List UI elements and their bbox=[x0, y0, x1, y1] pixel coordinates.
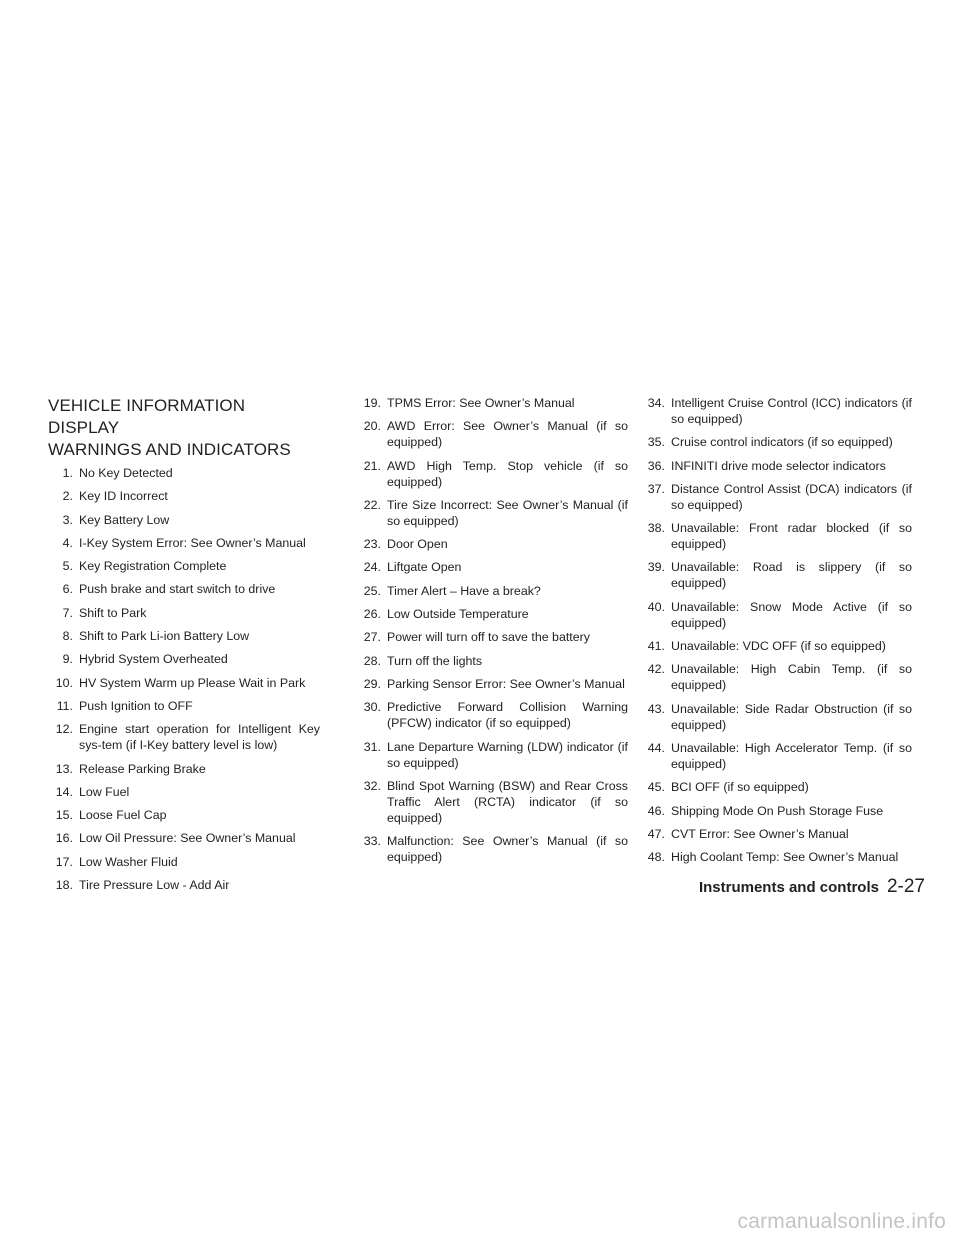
item-number: 3. bbox=[62, 512, 73, 527]
item-number: 13. bbox=[55, 761, 73, 776]
item-number: 43. bbox=[647, 701, 665, 716]
item-text: Unavailable: Side Radar Obstruction (if so equipped) bbox=[671, 701, 912, 732]
list-item bbox=[356, 699, 628, 731]
list-item bbox=[640, 661, 912, 693]
page-number: 2-27 bbox=[886, 876, 925, 897]
item-text: Predictive Forward Collision Warning (PFCW) indicator (if so equipped) bbox=[387, 700, 628, 731]
item-text: Loose Fuel Cap bbox=[79, 808, 167, 823]
item-text: Blind Spot Warning (BSW) and Rear Cross Traffic Alert (RCTA) indicator (if so equipped) bbox=[387, 778, 628, 825]
list-item bbox=[48, 535, 320, 551]
item-text: Low Washer Fluid bbox=[79, 854, 178, 869]
item-text: Tire Size Incorrect: See Owner’s Manual (if so equipped) bbox=[387, 497, 628, 528]
item-number: 5. bbox=[62, 559, 73, 574]
item-text: Shipping Mode On Push Storage Fuse bbox=[671, 803, 884, 818]
item-text: No Key Detected bbox=[79, 466, 173, 480]
item-number: 25. bbox=[363, 583, 381, 598]
item-number: 7. bbox=[62, 605, 73, 620]
item-number: 8. bbox=[62, 629, 73, 644]
item-text: Hybrid System Overheated bbox=[79, 652, 228, 667]
list-item bbox=[356, 629, 628, 645]
list-item bbox=[640, 701, 912, 733]
item-text: Door Open bbox=[387, 537, 448, 552]
item-text: Unavailable: High Cabin Temp. (if so equipped) bbox=[671, 662, 912, 693]
item-number: 9. bbox=[62, 652, 73, 667]
item-text: Push brake and start switch to drive bbox=[79, 582, 276, 597]
item-text: Liftgate Open bbox=[387, 560, 462, 575]
list-item bbox=[48, 830, 320, 846]
item-text: Tire Pressure Low - Add Air bbox=[79, 878, 230, 893]
item-number: 30. bbox=[363, 700, 381, 715]
list-item bbox=[640, 458, 912, 474]
item-number: 27. bbox=[363, 630, 381, 645]
item-text: Intelligent Cruise Control (ICC) indicators (if so equipped) bbox=[671, 396, 912, 426]
item-text: Shift to Park bbox=[79, 605, 147, 620]
list-item bbox=[48, 512, 320, 528]
item-text: Power will turn off to save the battery bbox=[387, 630, 590, 645]
list-item bbox=[640, 740, 912, 772]
item-text: Unavailable: Front radar blocked (if so equipped) bbox=[671, 521, 912, 552]
item-number: 6. bbox=[62, 582, 73, 597]
list-item bbox=[640, 638, 912, 654]
item-text: Cruise control indicators (if so equipped) bbox=[671, 435, 893, 450]
item-text: Unavailable: High Accelerator Temp. (if so equipped) bbox=[671, 740, 912, 771]
item-number: 15. bbox=[55, 808, 73, 823]
list-item bbox=[48, 784, 320, 800]
list-item bbox=[640, 849, 912, 865]
item-text: Key Registration Complete bbox=[79, 559, 227, 574]
item-number: 26. bbox=[363, 607, 381, 622]
item-text: Engine start operation for Intelligent Key sys-tem (if I-Key battery level is low) bbox=[79, 722, 320, 753]
item-number: 29. bbox=[363, 676, 381, 691]
item-text: Parking Sensor Error: See Owner’s Manual bbox=[387, 676, 625, 691]
item-number: 45. bbox=[647, 780, 665, 795]
list-item bbox=[640, 520, 912, 552]
item-number: 37. bbox=[647, 481, 665, 496]
watermark: carmanualsonline.info bbox=[737, 1210, 946, 1233]
item-number: 18. bbox=[55, 878, 73, 893]
item-number: 32. bbox=[363, 778, 381, 793]
item-text: CVT Error: See Owner’s Manual bbox=[671, 826, 849, 841]
item-number: 12. bbox=[55, 722, 73, 737]
list-item bbox=[356, 536, 628, 552]
list-item bbox=[356, 778, 628, 826]
item-text: Distance Control Assist (DCA) indicators (if so equipped) bbox=[671, 481, 912, 512]
item-number: 33. bbox=[363, 834, 381, 849]
item-text: Unavailable: Snow Mode Active (if so equipped) bbox=[671, 599, 912, 630]
section-title-line-2: WARNINGS AND INDICATORS bbox=[48, 440, 291, 459]
list-item bbox=[356, 606, 628, 622]
list-item bbox=[640, 481, 912, 513]
item-number: 23. bbox=[363, 537, 381, 552]
item-number: 10. bbox=[55, 675, 73, 690]
item-text: Unavailable: VDC OFF (if so equipped) bbox=[671, 639, 886, 654]
item-number: 40. bbox=[647, 599, 665, 614]
item-text: INFINITI drive mode selector indicators bbox=[671, 458, 886, 473]
warning-list-3 bbox=[640, 395, 912, 865]
item-number: 36. bbox=[647, 458, 665, 473]
item-number: 48. bbox=[647, 850, 665, 865]
list-item bbox=[356, 583, 628, 599]
item-text: HV System Warm up Please Wait in Park bbox=[79, 675, 306, 690]
list-item bbox=[48, 675, 320, 691]
list-item bbox=[640, 559, 912, 591]
warning-list-1 bbox=[48, 465, 320, 893]
item-text: Timer Alert – Have a break? bbox=[387, 583, 541, 598]
list-item bbox=[48, 761, 320, 777]
section-title-line-1: VEHICLE INFORMATION DISPLAY bbox=[48, 396, 246, 437]
list-item bbox=[48, 488, 320, 504]
item-number: 4. bbox=[62, 535, 73, 550]
column-2 bbox=[356, 395, 628, 872]
item-number: 20. bbox=[363, 419, 381, 434]
item-number: 42. bbox=[647, 662, 665, 677]
item-number: 34. bbox=[647, 396, 665, 410]
item-number: 47. bbox=[647, 826, 665, 841]
item-text: Key Battery Low bbox=[79, 512, 170, 527]
list-item bbox=[356, 739, 628, 771]
list-item bbox=[356, 653, 628, 669]
list-item bbox=[640, 779, 912, 795]
item-number: 19. bbox=[363, 396, 381, 410]
item-text: BCI OFF (if so equipped) bbox=[671, 780, 809, 795]
list-item bbox=[640, 395, 912, 427]
list-item bbox=[356, 458, 628, 490]
list-item bbox=[48, 581, 320, 597]
list-item bbox=[48, 628, 320, 644]
item-number: 39. bbox=[647, 560, 665, 575]
warning-list-2 bbox=[356, 395, 628, 865]
item-text: Push Ignition to OFF bbox=[79, 698, 193, 713]
item-number: 31. bbox=[363, 739, 381, 754]
item-number: 44. bbox=[647, 740, 665, 755]
footer-section-name: Instruments and controls bbox=[698, 879, 879, 896]
list-item bbox=[48, 854, 320, 870]
list-item bbox=[48, 721, 320, 753]
item-text: Key ID Incorrect bbox=[79, 489, 168, 504]
item-text: TPMS Error: See Owner’s Manual bbox=[387, 396, 575, 410]
item-number: 1. bbox=[62, 466, 73, 480]
list-item bbox=[48, 605, 320, 621]
item-text: Unavailable: Road is slippery (if so equipped) bbox=[671, 560, 912, 591]
list-item bbox=[356, 497, 628, 529]
item-number: 38. bbox=[647, 521, 665, 536]
page-footer bbox=[675, 876, 925, 898]
item-number: 28. bbox=[363, 653, 381, 668]
item-text: Low Outside Temperature bbox=[387, 607, 529, 622]
list-item bbox=[356, 395, 628, 411]
item-text: Release Parking Brake bbox=[79, 761, 206, 776]
list-item bbox=[48, 651, 320, 667]
item-number: 16. bbox=[55, 831, 73, 846]
list-item bbox=[640, 599, 912, 631]
item-text: AWD Error: See Owner’s Manual (if so equipped) bbox=[387, 419, 628, 450]
item-number: 22. bbox=[363, 497, 381, 512]
item-number: 41. bbox=[647, 639, 665, 654]
item-text: Low Fuel bbox=[79, 784, 130, 799]
item-text: Shift to Park Li-ion Battery Low bbox=[79, 629, 250, 644]
item-number: 24. bbox=[363, 560, 381, 575]
list-item bbox=[48, 877, 320, 893]
item-text: Malfunction: See Owner’s Manual (if so equipped) bbox=[387, 834, 628, 865]
list-item bbox=[48, 698, 320, 714]
list-item bbox=[356, 559, 628, 575]
item-number: 2. bbox=[62, 489, 73, 504]
item-text: Low Oil Pressure: See Owner’s Manual bbox=[79, 831, 296, 846]
item-text: AWD High Temp. Stop vehicle (if so equipped) bbox=[387, 458, 628, 489]
list-item bbox=[48, 465, 320, 481]
list-item bbox=[640, 826, 912, 842]
list-item bbox=[48, 558, 320, 574]
item-number: 11. bbox=[56, 698, 73, 713]
list-item bbox=[48, 807, 320, 823]
section-title bbox=[48, 395, 320, 461]
item-text: High Coolant Temp: See Owner’s Manual bbox=[671, 850, 899, 865]
list-item bbox=[640, 434, 912, 450]
item-number: 21. bbox=[363, 458, 381, 473]
list-item bbox=[356, 418, 628, 450]
list-item bbox=[640, 803, 912, 819]
item-text: Turn off the lights bbox=[387, 653, 483, 668]
column-1 bbox=[48, 395, 320, 900]
item-number: 46. bbox=[647, 803, 665, 818]
item-number: 14. bbox=[55, 784, 73, 799]
item-text: I-Key System Error: See Owner’s Manual bbox=[79, 535, 306, 550]
column-3 bbox=[640, 395, 912, 872]
list-item bbox=[356, 676, 628, 692]
item-number: 17. bbox=[55, 854, 73, 869]
list-item bbox=[356, 833, 628, 865]
item-number: 35. bbox=[647, 435, 665, 450]
item-text: Lane Departure Warning (LDW) indicator (if so equipped) bbox=[387, 739, 628, 770]
